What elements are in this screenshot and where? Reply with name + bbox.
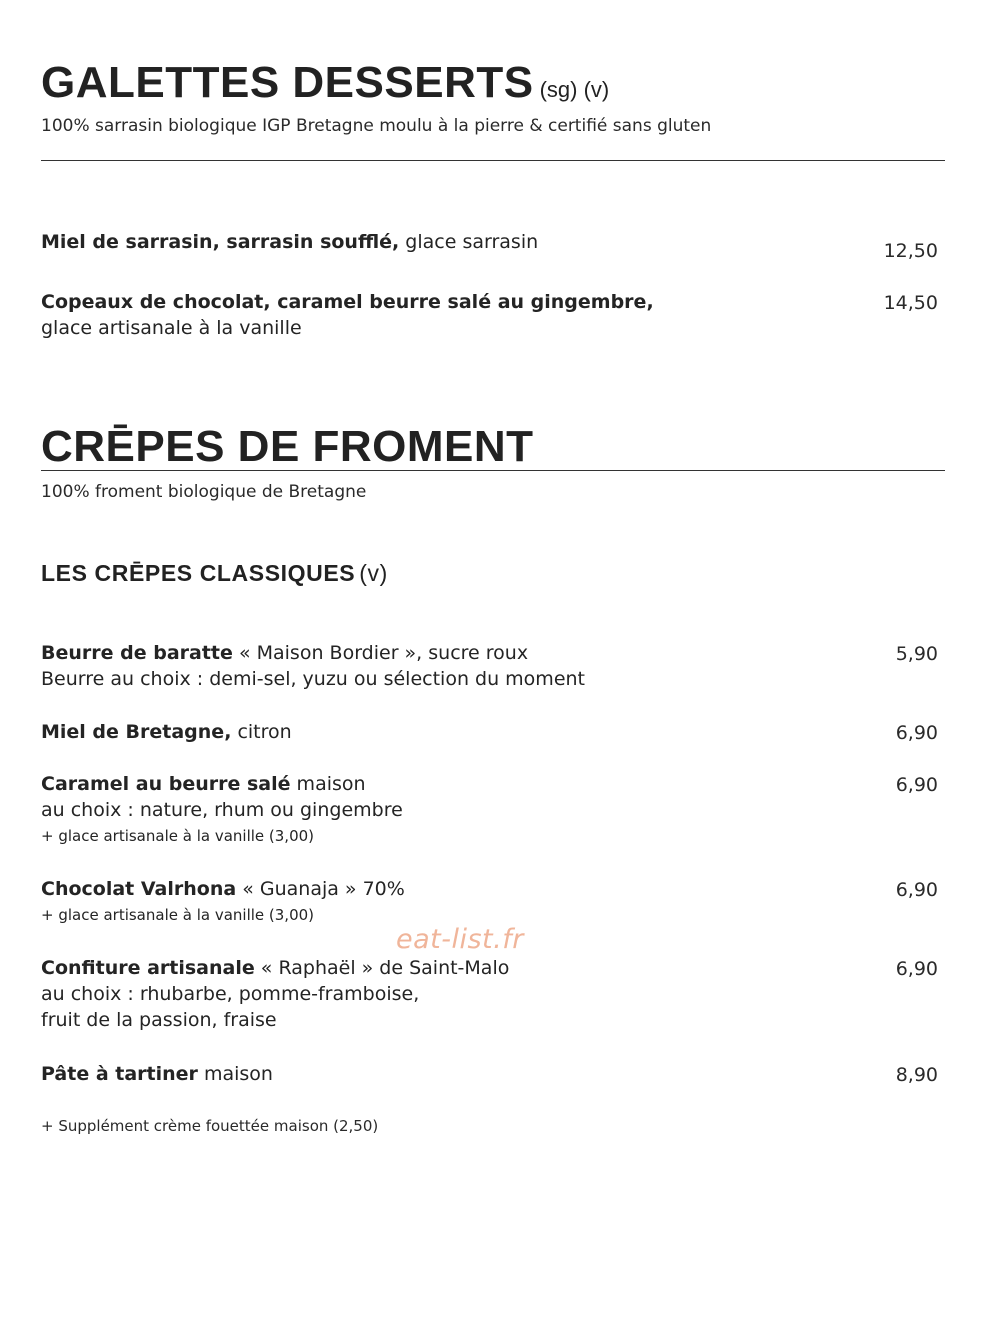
item-desc-line2: glace artisanale à la vanille [41, 317, 302, 339]
galettes-price-copeaux-chocolat: 14,50 [883, 292, 938, 314]
galettes-title [41, 58, 609, 108]
crepes-classiques-title-text: LES CRĒPES CLASSIQUES [41, 560, 356, 586]
crepe-item-caramel [41, 771, 403, 847]
item-desc: « Guanaja » 70% [236, 878, 405, 900]
galettes-item-copeaux-chocolat [41, 289, 654, 341]
galettes-price-miel-sarrasin: 12,50 [883, 240, 938, 262]
item-name: Chocolat Valrhona [41, 878, 237, 900]
item-desc: « Raphaël » de Saint-Malo [254, 957, 510, 979]
crepes-classiques-title [41, 560, 388, 587]
creme-fouettee-footnote: + Supplément crème fouettée maison (2,50) [41, 1117, 379, 1135]
item-desc-line2: au choix : rhubarbe, pomme-framboise, [41, 983, 420, 1005]
galettes-item-miel-sarrasin [41, 229, 538, 255]
crepe-price-confiture: 6,90 [895, 958, 938, 980]
crepes-classiques-tags: (v) [359, 560, 388, 586]
item-desc: citron [231, 721, 292, 743]
galettes-tags: (sg) (v) [539, 77, 610, 102]
crepes-subtitle: 100% froment biologique de Bretagne [41, 482, 367, 502]
item-note: + glace artisanale à la vanille (3,00) [41, 827, 315, 845]
crepes-divider [41, 470, 945, 471]
item-name: Copeaux de chocolat, caramel beurre salé au gingembre, [41, 291, 654, 313]
galettes-divider [41, 160, 945, 161]
item-name: Confiture artisanale [41, 957, 255, 979]
item-desc: maison [290, 773, 366, 795]
crepe-item-miel-bretagne [41, 719, 292, 745]
crepe-price-beurre-baratte: 5,90 [895, 643, 938, 665]
crepe-item-pate-tartiner [41, 1061, 273, 1087]
item-name: Miel de Bretagne, [41, 721, 232, 743]
crepe-price-chocolat-valrhona: 6,90 [895, 879, 938, 901]
crepe-item-chocolat-valrhona [41, 876, 405, 926]
galettes-subtitle: 100% sarrasin biologique IGP Bretagne moulu à la pierre & certifié sans gluten [41, 116, 712, 136]
crepes-title: CRĒPES DE FROMENT [41, 422, 534, 471]
item-name: Caramel au beurre salé [41, 773, 291, 795]
item-desc-line3: fruit de la passion, fraise [41, 1009, 277, 1031]
eat-list-watermark: eat-list.fr [396, 924, 524, 955]
item-desc-line2: au choix : nature, rhum ou gingembre [41, 799, 403, 821]
crepe-price-caramel: 6,90 [895, 774, 938, 796]
item-desc-line2: Beurre au choix : demi-sel, yuzu ou sélection du moment [41, 668, 585, 690]
crepe-item-beurre-baratte [41, 640, 585, 692]
item-note: + glace artisanale à la vanille (3,00) [41, 906, 315, 924]
galettes-title-text: GALETTES DESSERTS [41, 58, 534, 107]
crepe-price-miel-bretagne: 6,90 [895, 722, 938, 744]
crepe-price-pate-tartiner: 8,90 [895, 1064, 938, 1086]
item-name: Beurre de baratte [41, 642, 233, 664]
crepe-item-confiture [41, 955, 509, 1033]
item-desc: « Maison Bordier », sucre roux [232, 642, 529, 664]
item-desc: glace sarrasin [399, 231, 539, 253]
item-name: Miel de sarrasin, sarrasin soufflé, [41, 231, 400, 253]
item-name: Pâte à tartiner [41, 1063, 198, 1085]
item-desc: maison [197, 1063, 273, 1085]
